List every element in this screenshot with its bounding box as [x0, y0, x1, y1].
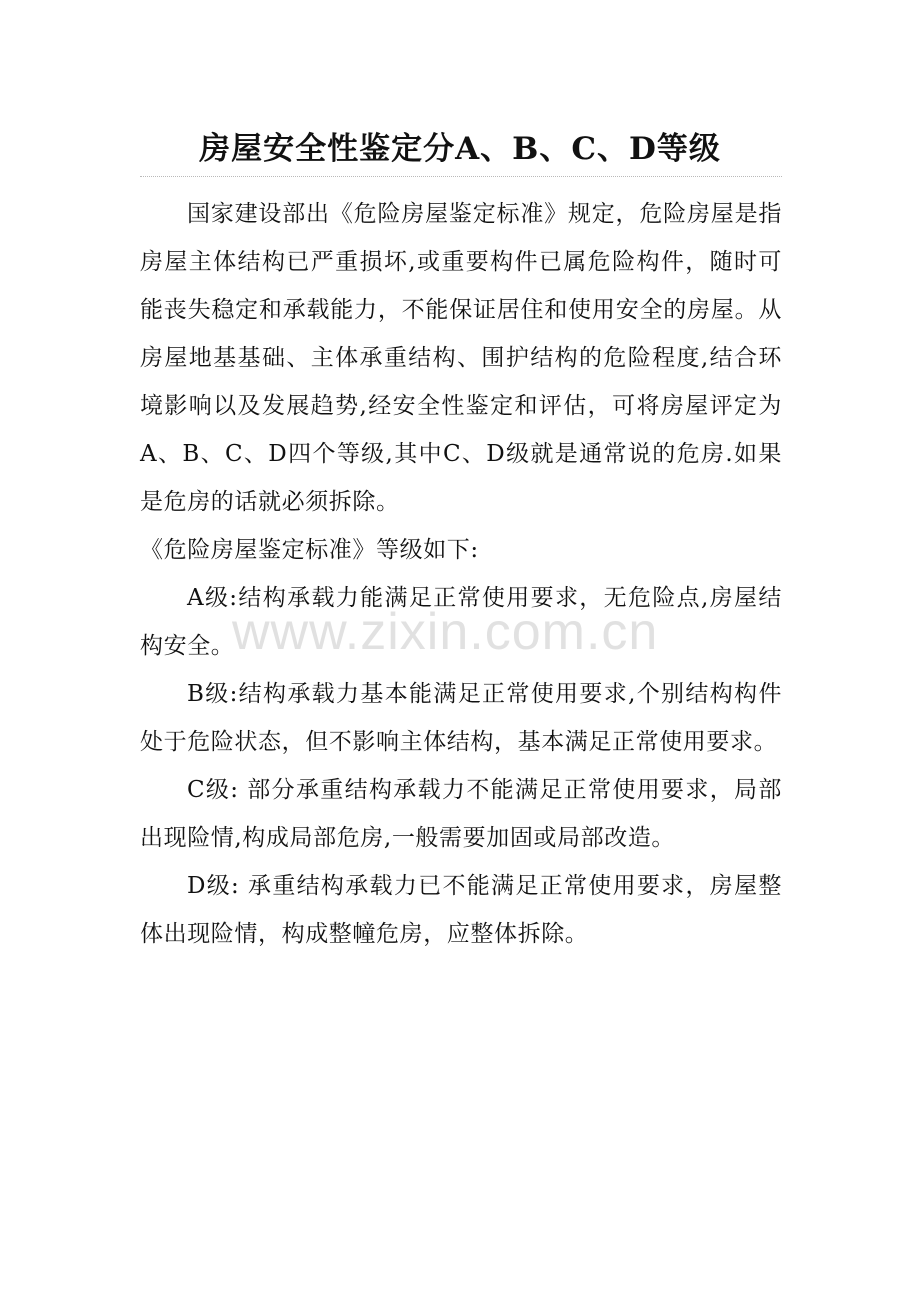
intro-paragraph: 国家建设部出《危险房屋鉴定标准》规定，危险房屋是指房屋主体结构已严重损坏,或重要构件已属危险构件，随时可能丧失稳定和承载能力，不能保证居住和使用安全的房屋。从房屋地基基础、主体承重结构、围护结构的危险程度,结合环境影响以及发展趋势,经安全性鉴定和评估，可将房屋评定为A、B、C、D四个等级,其中C、D级就是通常说的危房.如果是危房的话就必须拆除。	[140, 201, 782, 515]
grade-c-paragraph: C级: 部分承重结构承载力不能满足正常使用要求，局部出现险情,构成局部危房,一般需要加固或局部改造。	[140, 777, 782, 851]
document-title: 房屋安全性鉴定分A、B、C、D等级	[199, 131, 721, 167]
document-body	[140, 190, 782, 958]
grade-d-paragraph: D级: 承重结构承载力已不能满足正常使用要求，房屋整体出现险情，构成整幢危房，应整体拆除。	[140, 873, 782, 947]
watermark-text: www.zixin.com.cn	[232, 603, 659, 661]
title-divider	[140, 176, 782, 177]
standard-heading: 《危险房屋鉴定标准》等级如下:	[140, 537, 479, 563]
grade-a-paragraph: A级:结构承载力能满足正常使用要求，无危险点,房屋结构安全。	[140, 585, 782, 659]
grade-b-paragraph: B级:结构承载力基本能满足正常使用要求,个别结构构件处于危险状态，但不影响主体结构，基本满足正常使用要求。	[140, 681, 782, 755]
